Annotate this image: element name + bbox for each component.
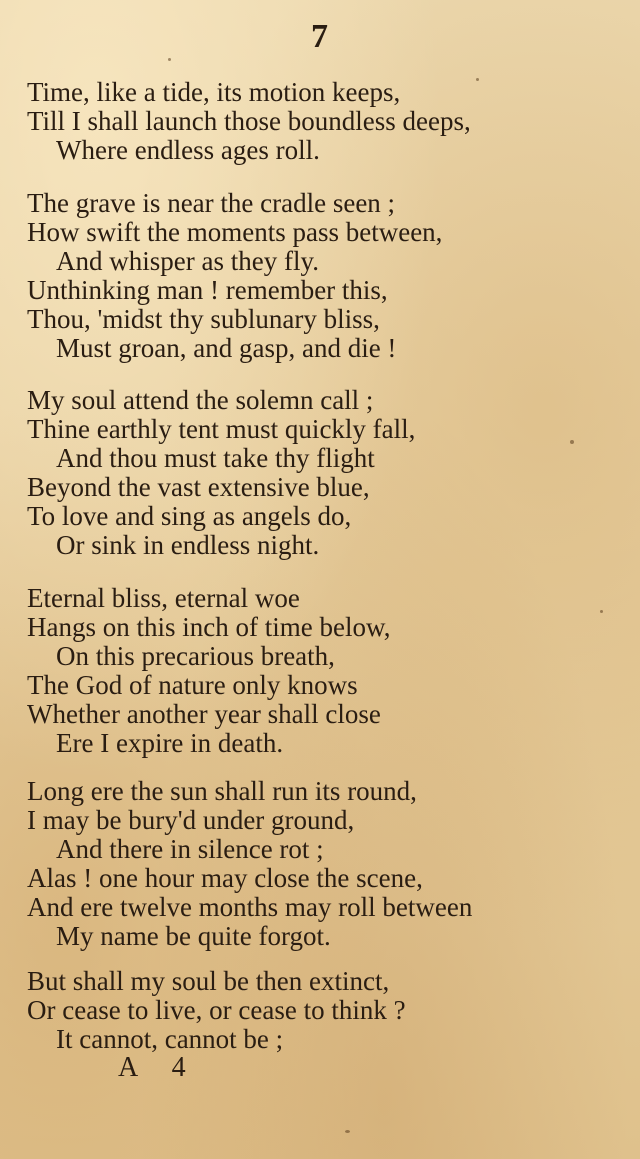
signature-mark: A 4: [118, 1052, 200, 1083]
stanza: [27, 967, 627, 1054]
verse-line: Must groan, and gasp, and die !: [56, 333, 397, 363]
verse-line: But shall my soul be then extinct,: [27, 966, 390, 996]
verse-line: Or sink in endless night.: [56, 530, 320, 560]
verse-line: Unthinking man ! remember this,: [27, 275, 388, 305]
verse-line: My soul attend the solemn call ;: [27, 385, 374, 415]
verse-line: It cannot, cannot be ;: [56, 1024, 284, 1054]
verse-line: The grave is near the cradle seen ;: [27, 188, 396, 218]
verse-line: To love and sing as angels do,: [27, 501, 352, 531]
stanza: [27, 386, 627, 560]
poem-body: [27, 78, 627, 1054]
stanza: [27, 584, 627, 758]
verse-line: And there in silence rot ;: [56, 834, 324, 864]
verse-line: Thine earthly tent must quickly fall,: [27, 414, 416, 444]
verse-line: Eternal bliss, eternal woe: [27, 583, 300, 613]
page-number: 7: [311, 18, 329, 55]
verse-line: Time, like a tide, its motion keeps,: [27, 77, 401, 107]
verse-line: Or cease to live, or cease to think ?: [27, 995, 406, 1025]
verse-line: Beyond the vast extensive blue,: [27, 472, 370, 502]
stanza: [27, 777, 627, 951]
verse-line: Long ere the sun shall run its round,: [27, 776, 417, 806]
verse-line: Thou, 'midst thy sublunary bliss,: [27, 304, 380, 334]
verse-line: The God of nature only knows: [27, 670, 358, 700]
verse-line: Ere I expire in death.: [56, 728, 284, 758]
stanza: [27, 189, 627, 363]
verse-line: On this precarious breath,: [56, 641, 335, 671]
verse-line: And thou must take thy flight: [56, 443, 375, 473]
verse-line: How swift the moments pass between,: [27, 217, 443, 247]
paper-speck: [168, 58, 171, 61]
stanza: [27, 78, 627, 165]
verse-line: Till I shall launch those boundless deeps,: [27, 106, 471, 136]
verse-line: Whether another year shall close: [27, 699, 381, 729]
verse-line: Where endless ages roll.: [56, 135, 320, 165]
verse-line: Alas ! one hour may close the scene,: [27, 863, 423, 893]
verse-line: I may be bury'd under ground,: [27, 805, 355, 835]
paper-speck: [345, 1130, 350, 1133]
verse-line: Hangs on this inch of time below,: [27, 612, 391, 642]
verse-line: And whisper as they fly.: [56, 246, 319, 276]
verse-line: My name be quite forgot.: [56, 921, 331, 951]
verse-line: And ere twelve months may roll between: [27, 892, 473, 922]
